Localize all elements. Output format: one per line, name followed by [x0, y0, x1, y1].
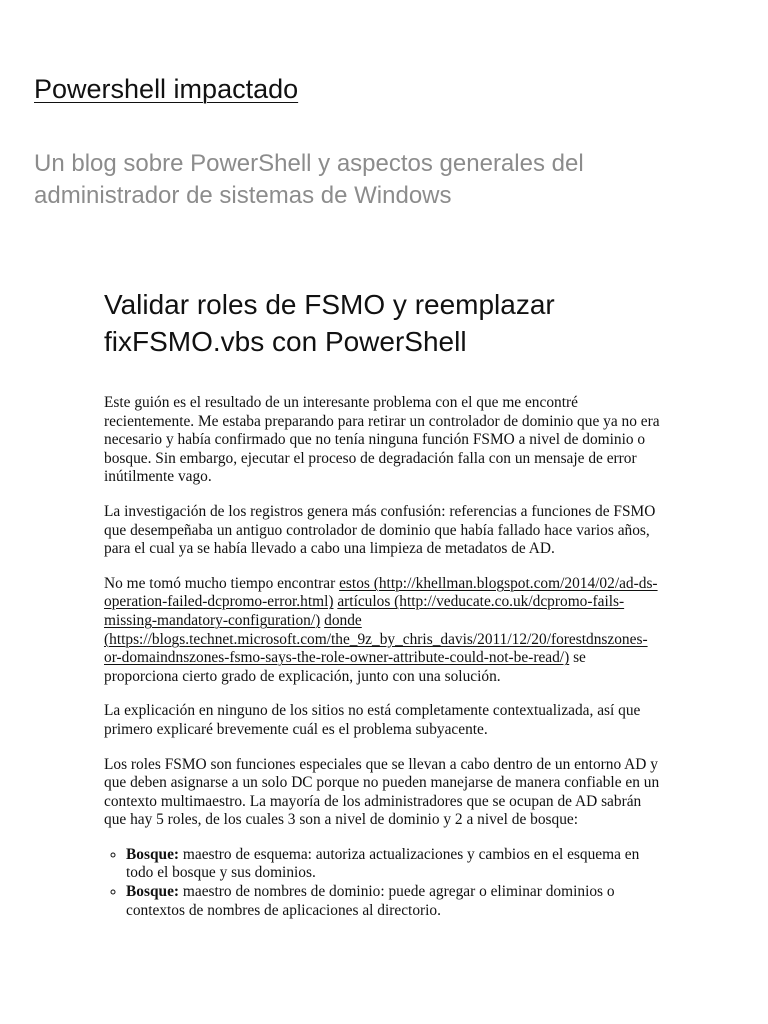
paragraph-references [104, 575, 664, 687]
references-intro-text: No me tomó mucho tiempo encontrar [104, 574, 336, 592]
references-outro-text: se proporciona cierto grado de explicación, junto con una solución. [104, 649, 586, 685]
post-body [104, 394, 664, 920]
site-header [34, 70, 734, 212]
paragraph-investigation: La investigación de los registros genera más confusión: referencias a funciones de FSMO que desempeñaba un antiguo controlador de dominio que había fallado hace varios años, para el cual ya se había llevado a cabo una limpieza de metadatos de AD. [104, 502, 656, 558]
site-title-link[interactable]: Powershell impactado [34, 74, 299, 104]
list-item [126, 846, 664, 883]
paragraph-intro: Este guión es el resultado de un interesante problema con el que me encontré recientemente. Me estaba preparando para retirar un controlador de dominio que ya no era necesario y había confirmado que no tenía ninguna función FSMO a nivel de dominio o bosque. Sin embargo, ejecutar el proceso de degradación falla con un mensaje de error inútilmente vago. [104, 394, 660, 486]
role-description: maestro de esquema: autoriza actualizaciones y cambios en el esquema en todo el bosque y sus dominios. [126, 845, 640, 882]
fsmo-roles-list [104, 846, 664, 920]
post-title: Validar roles de FSMO y reemplazar fixFSMO.vbs con PowerShell [104, 289, 555, 357]
blog-post [104, 286, 664, 920]
paragraph-context: La explicación en ninguno de los sitios no está completamente contextualizada, así que primero explicaré brevemente cuál es el problema subyacente. [104, 702, 641, 738]
link-donde[interactable]: donde (https://blogs.technet.microsoft.com/the_9z_by_chris_davis/2011/12/20/forestdnszones-or-domaindnszones-fsmo-says-the-role-owner-attribute-could-not-be-read/) [104, 611, 648, 667]
site-description: Un blog sobre PowerShell y aspectos generales del administrador de sistemas de Windows [34, 150, 584, 209]
list-item [126, 883, 664, 920]
paragraph-fsmo-roles: Los roles FSMO son funciones especiales que se llevan a cabo dentro de un entorno AD y que deben asignarse a un solo DC porque no pueden manejarse de manera confiable en un contexto multimaestro. La mayoría de los administradores que se ocupan de AD sabrán que hay 5 roles, de los cuales 3 son a nivel de dominio y 2 a nivel de bosque: [104, 755, 660, 829]
role-scope-label: Bosque: [126, 845, 180, 863]
link-articulos[interactable]: artículos (http://veducate.co.uk/dcpromo-fails-missing-mandatory-configuration/) [104, 593, 625, 629]
role-description: maestro de nombres de dominio: puede agregar o eliminar dominios o contextos de nombres de aplicaciones al directorio. [126, 883, 615, 919]
role-scope-label: Bosque: [126, 883, 180, 901]
link-estos[interactable]: estos (http://khellman.blogspot.com/2014/02/ad-ds-operation-failed-dcpromo-error.html) [104, 574, 658, 611]
